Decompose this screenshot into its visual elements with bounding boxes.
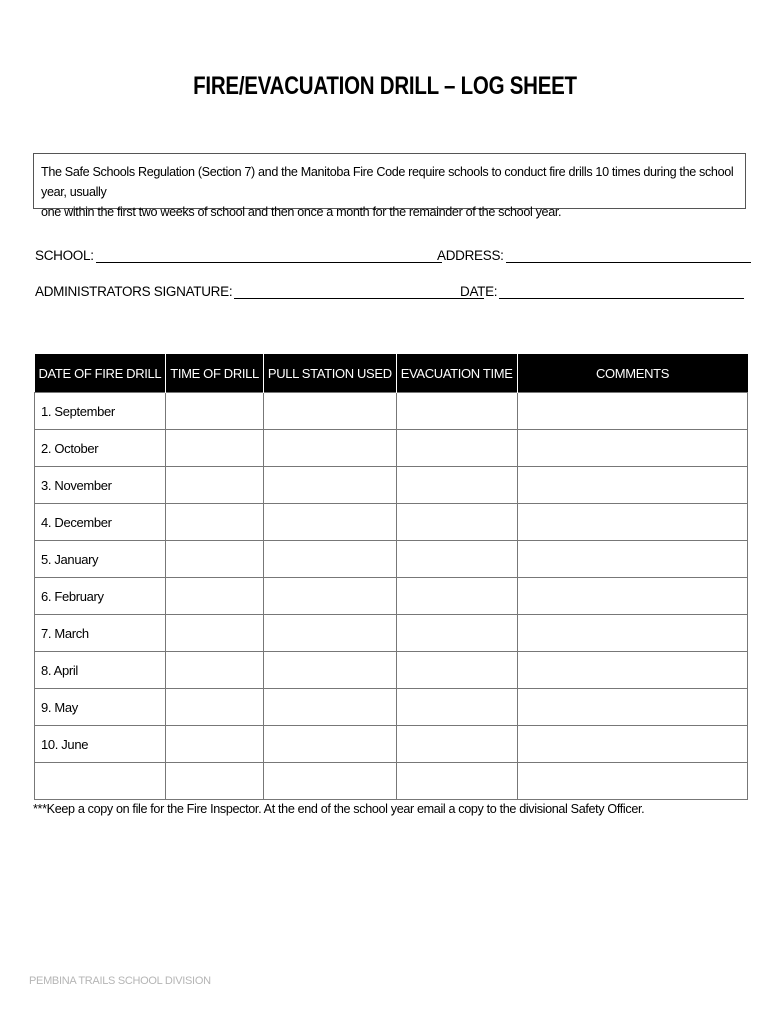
comments-cell[interactable] <box>517 504 747 541</box>
evacuation-time-cell[interactable] <box>396 467 517 504</box>
pull-station-cell[interactable] <box>263 763 396 800</box>
field-row-signature <box>35 284 745 320</box>
table-row <box>35 689 748 726</box>
pull-station-cell[interactable] <box>263 430 396 467</box>
division-footer: PEMBINA TRAILS SCHOOL DIVISION <box>29 975 211 987</box>
month-cell[interactable]: 1. September <box>35 393 166 430</box>
school-label: SCHOOL: <box>35 248 94 263</box>
time-of-drill-cell[interactable] <box>166 652 264 689</box>
notice-line-1: The Safe Schools Regulation (Section 7) and the Manitoba Fire Code require schools to conduct fire drills 10 times during the school year, usually <box>41 165 734 199</box>
school-input-line[interactable] <box>96 248 442 263</box>
evacuation-time-cell[interactable] <box>396 430 517 467</box>
time-of-drill-cell[interactable] <box>166 541 264 578</box>
table-row <box>35 652 748 689</box>
header-comments: COMMENTS <box>517 354 747 393</box>
comments-cell[interactable] <box>517 578 747 615</box>
pull-station-cell[interactable] <box>263 541 396 578</box>
month-cell[interactable]: 7. March <box>35 615 166 652</box>
pull-station-cell[interactable] <box>263 726 396 763</box>
time-of-drill-cell[interactable] <box>166 393 264 430</box>
comments-cell[interactable] <box>517 430 747 467</box>
time-of-drill-cell[interactable] <box>166 504 264 541</box>
evacuation-time-cell[interactable] <box>396 652 517 689</box>
field-row-school <box>35 248 745 284</box>
evacuation-time-cell[interactable] <box>396 541 517 578</box>
time-of-drill-cell[interactable] <box>166 726 264 763</box>
time-of-drill-cell[interactable] <box>166 689 264 726</box>
pull-station-cell[interactable] <box>263 504 396 541</box>
header-pull-station-used: PULL STATION USED <box>263 354 396 393</box>
comments-cell[interactable] <box>517 726 747 763</box>
table-row <box>35 578 748 615</box>
time-of-drill-cell[interactable] <box>166 615 264 652</box>
notice-line-2: one within the first two weeks of school and then once a month for the remainder of the school year. <box>41 205 562 219</box>
time-of-drill-cell[interactable] <box>166 578 264 615</box>
time-of-drill-cell[interactable] <box>166 763 264 800</box>
evacuation-time-cell[interactable] <box>396 726 517 763</box>
regulation-notice <box>33 153 746 219</box>
header-date-of-fire-drill: DATE OF FIRE DRILL <box>35 354 166 393</box>
admin-signature-field[interactable] <box>35 284 484 299</box>
table-row <box>35 467 748 504</box>
pull-station-cell[interactable] <box>263 689 396 726</box>
comments-cell[interactable] <box>517 689 747 726</box>
table-row <box>35 763 748 800</box>
time-of-drill-cell[interactable] <box>166 467 264 504</box>
month-cell[interactable]: 8. April <box>35 652 166 689</box>
evacuation-time-cell[interactable] <box>396 578 517 615</box>
address-label: ADDRESS: <box>437 248 504 263</box>
table-row <box>35 726 748 763</box>
month-cell[interactable]: 5. January <box>35 541 166 578</box>
table-row <box>35 393 748 430</box>
evacuation-time-cell[interactable] <box>396 615 517 652</box>
comments-cell[interactable] <box>517 615 747 652</box>
table-row <box>35 430 748 467</box>
evacuation-time-cell[interactable] <box>396 393 517 430</box>
table-header-row <box>35 354 748 393</box>
pull-station-cell[interactable] <box>263 578 396 615</box>
table-row <box>35 504 748 541</box>
month-cell[interactable]: 6. February <box>35 578 166 615</box>
month-cell[interactable]: 4. December <box>35 504 166 541</box>
header-evacuation-time: EVACUATION TIME <box>396 354 517 393</box>
month-cell[interactable]: 10. June <box>35 726 166 763</box>
footnote: ***Keep a copy on file for the Fire Inspector. At the end of the school year email a copy to the divisional Safety Officer. <box>33 802 645 816</box>
month-cell[interactable]: 2. October <box>35 430 166 467</box>
evacuation-time-cell[interactable] <box>396 763 517 800</box>
pull-station-cell[interactable] <box>263 467 396 504</box>
drill-log-table <box>34 354 748 800</box>
month-cell[interactable]: 9. May <box>35 689 166 726</box>
month-cell[interactable] <box>35 763 166 800</box>
school-field[interactable] <box>35 248 442 263</box>
date-field[interactable] <box>460 284 744 299</box>
comments-cell[interactable] <box>517 541 747 578</box>
comments-cell[interactable] <box>517 763 747 800</box>
pull-station-cell[interactable] <box>263 652 396 689</box>
form-fields <box>35 248 745 320</box>
date-label: DATE: <box>460 284 498 299</box>
time-of-drill-cell[interactable] <box>166 430 264 467</box>
comments-cell[interactable] <box>517 393 747 430</box>
pull-station-cell[interactable] <box>263 393 396 430</box>
month-cell[interactable]: 3. November <box>35 467 166 504</box>
address-field[interactable] <box>437 248 751 263</box>
comments-cell[interactable] <box>517 652 747 689</box>
table-row <box>35 541 748 578</box>
header-time-of-drill: TIME OF DRILL <box>166 354 264 393</box>
date-input-line[interactable] <box>499 284 744 299</box>
evacuation-time-cell[interactable] <box>396 689 517 726</box>
pull-station-cell[interactable] <box>263 615 396 652</box>
address-input-line[interactable] <box>506 248 751 263</box>
admin-signature-input-line[interactable] <box>234 284 484 299</box>
evacuation-time-cell[interactable] <box>396 504 517 541</box>
comments-cell[interactable] <box>517 467 747 504</box>
page-title: FIRE/EVACUATION DRILL – LOG SHEET <box>193 72 577 100</box>
table-row <box>35 615 748 652</box>
admin-signature-label: ADMINISTRATORS SIGNATURE: <box>35 284 233 299</box>
